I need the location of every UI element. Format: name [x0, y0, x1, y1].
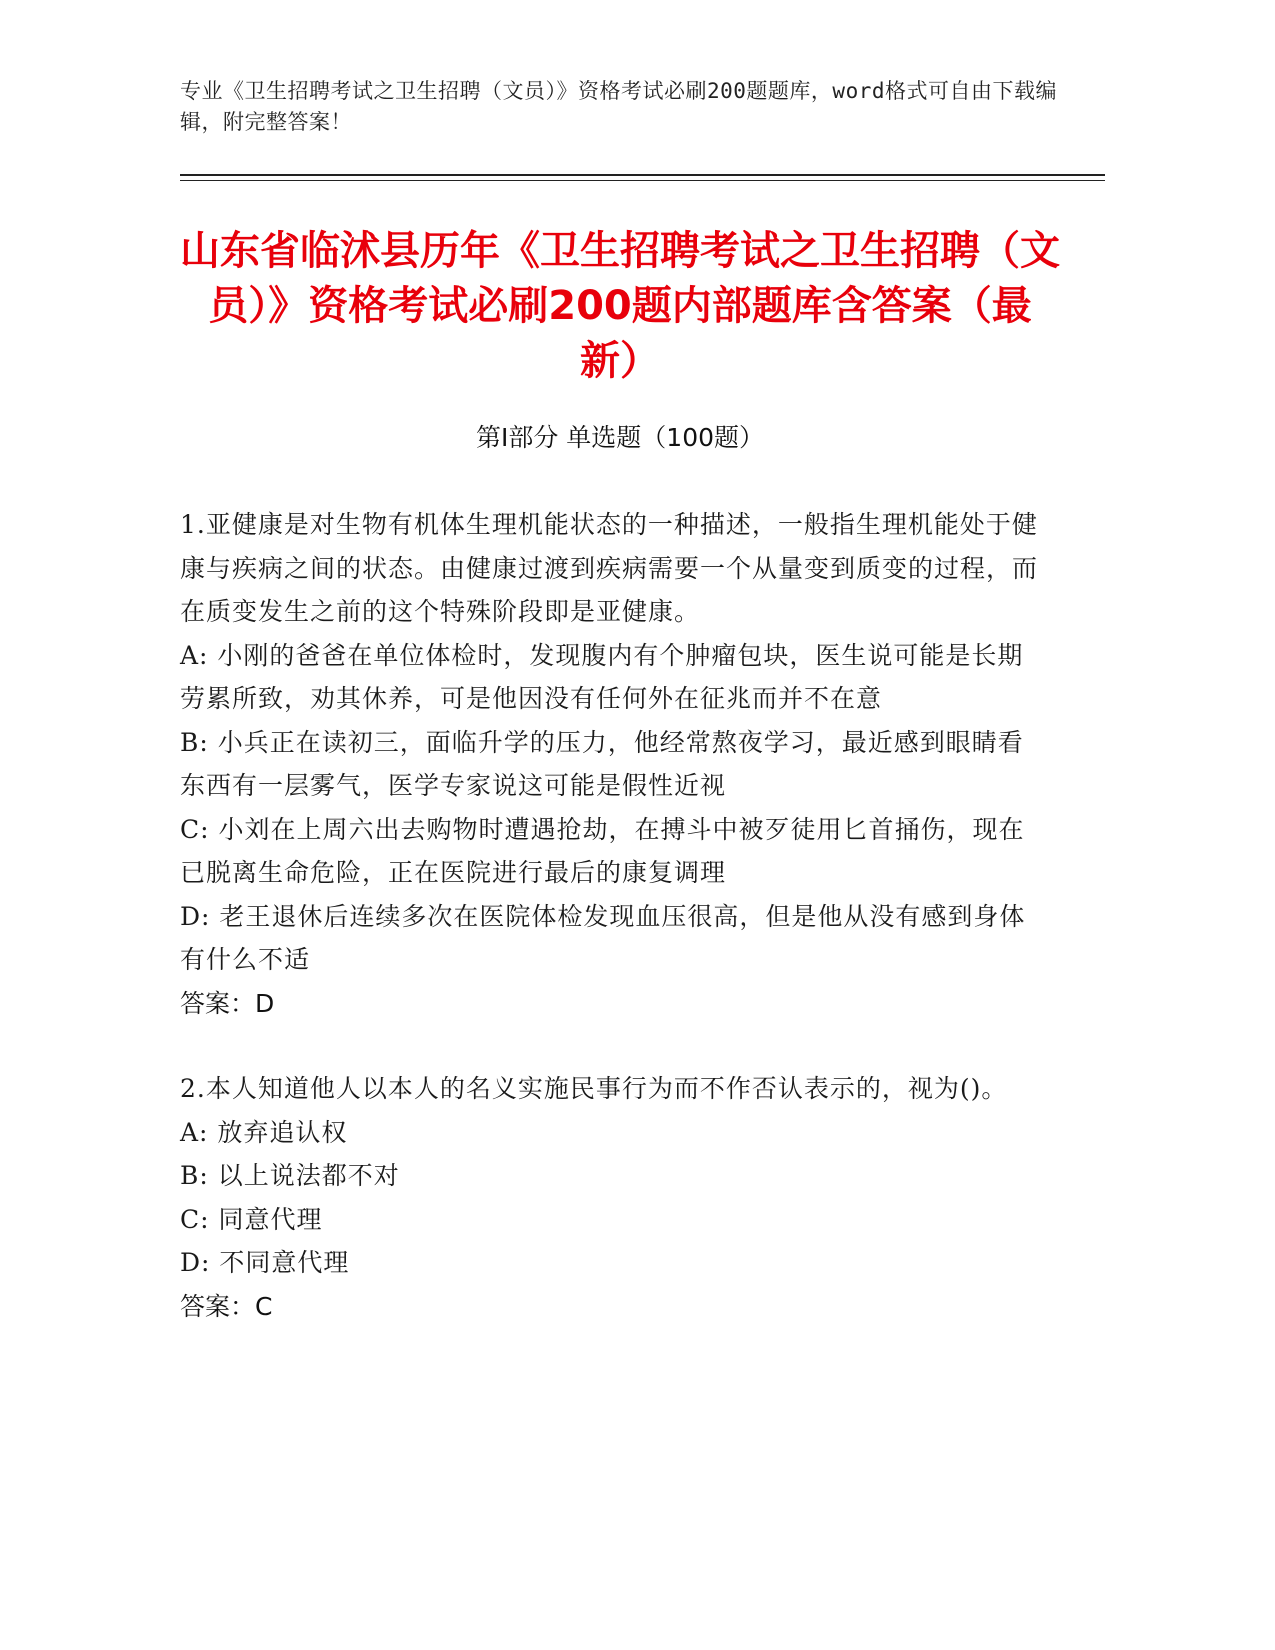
option-c: C: 小刘在上周六出去购物时遭遇抢劫，在搏斗中被歹徒用匕首捅伤，现在已脱离生命危险，正在医院进行最后的康复调理 [180, 814, 1025, 887]
option-b: B: 以上说法都不对 [180, 1161, 400, 1190]
question-stem: 1.亚健康是对生物有机体生理机能状态的一种描述，一般指生理机能处于健康与疾病之间的状态。由健康过渡到疾病需要一个从量变到质变的过程，而在质变发生之前的这个特殊阶段即是亚健康。 [180, 510, 1039, 626]
answer-text: 答案：D [180, 988, 275, 1018]
header-note: 专业《卫生招聘考试之卫生招聘（文员）》资格考试必刷200题题库，word格式可自由下载编辑，附完整答案！ [180, 79, 1057, 134]
header-divider-thin [180, 180, 1105, 181]
document-title: 山东省临沭县历年《卫生招聘考试之卫生招聘（文员）》资格考试必刷200题内部题库含答案（最新） [180, 228, 1060, 384]
header-divider-thick [180, 174, 1105, 176]
option-a: A: 放弃追认权 [180, 1117, 348, 1147]
option-d: D: 不同意代理 [180, 1248, 350, 1277]
question-stem: 2.本人知道他人以本人的名义实施民事行为而不作否认表示的，视为()。 [180, 1074, 1008, 1103]
option-c: C: 同意代理 [180, 1204, 323, 1234]
option-a: A: 小刚的爸爸在单位体检时，发现腹内有个肿瘤包块，医生说可能是长期劳累所致，劝其休养，可是他因没有任何外在征兆而并不在意 [180, 640, 1024, 713]
question-2 [180, 1067, 1040, 1328]
option-b: B: 小兵正在读初三，面临升学的压力，他经常熬夜学习，最近感到眼睛看东西有一层雾气，医学专家说这可能是假性近视 [180, 727, 1024, 800]
option-d: D: 老王退休后连续多次在医院体检发现血压很高，但是他从没有感到身体有什么不适 [180, 901, 1026, 974]
answer-text: 答案：C [180, 1291, 273, 1321]
section-title: 第I部分 单选题（100题） [475, 423, 765, 452]
question-1 [180, 503, 1040, 1025]
